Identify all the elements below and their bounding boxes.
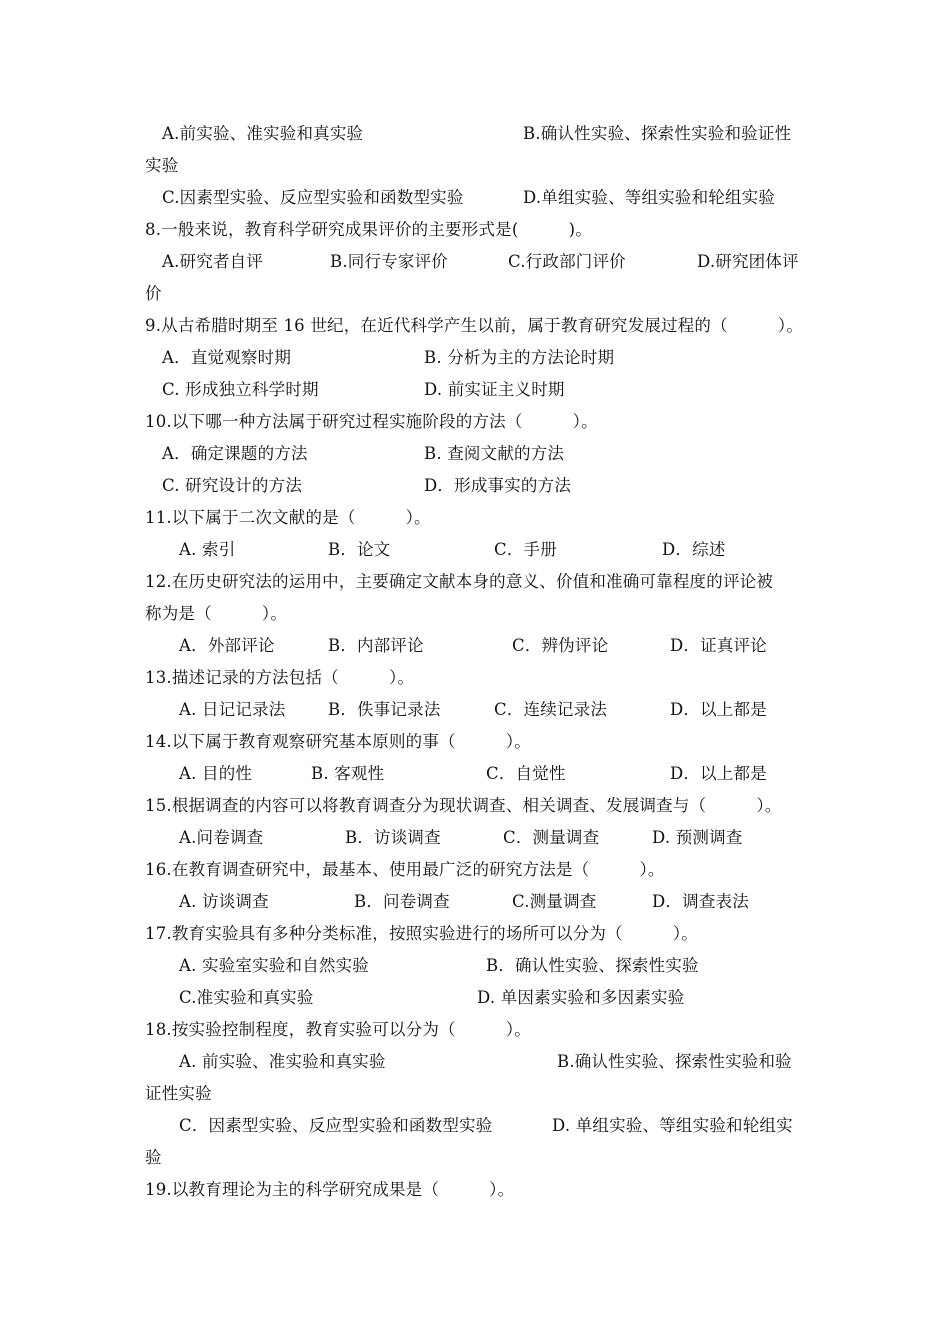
q8-option-b: B.同行专家评价 xyxy=(330,252,448,271)
q9-option-c: C. 形成独立科学时期 xyxy=(162,380,319,399)
q13-stem: 13.描述记录的方法包括（ ）。 xyxy=(145,668,415,687)
q8-option-d: D.研究团体评 xyxy=(697,252,799,271)
q11-option-b: B．论文 xyxy=(328,540,391,559)
q14-option-c: C．自觉性 xyxy=(486,764,566,783)
q17-option-b: B．确认性实验、探索性实验 xyxy=(486,956,699,975)
q12-option-c: C．辨伪评论 xyxy=(512,636,609,655)
q10-option-b: B. 查阅文献的方法 xyxy=(424,444,565,463)
q15-option-b: B．访谈调查 xyxy=(345,828,441,847)
q13-option-b: B．佚事记录法 xyxy=(328,700,441,719)
q12-stem: 12.在历史研究法的运用中，主要确定文献本身的意义、价值和准确可靠程度的评论被 xyxy=(145,572,774,591)
q17-stem: 17.教育实验具有多种分类标准，按照实验进行的场所可以分为（ ）。 xyxy=(145,924,698,943)
q15-option-c: C．测量调查 xyxy=(503,828,600,847)
q11-option-c: C．手册 xyxy=(494,540,557,559)
q15-stem: 15.根据调查的内容可以将教育调查分为现状调查、相关调查、发展调查与（ ）。 xyxy=(145,796,782,815)
q10-option-c: C. 研究设计的方法 xyxy=(162,476,303,495)
q18-option-d-wrap: 验 xyxy=(145,1148,162,1167)
q7-option-b-wrap: 实验 xyxy=(145,156,179,175)
q15-option-a: A.问卷调查 xyxy=(179,828,264,847)
q17-option-a: A. 实验室实验和自然实验 xyxy=(179,956,370,975)
q8-option-a: A.研究者自评 xyxy=(162,252,264,271)
q13-option-c: C．连续记录法 xyxy=(494,700,608,719)
q7-option-d: D.单组实验、等组实验和轮组实验 xyxy=(523,188,776,207)
q7-option-c: C.因素型实验、反应型实验和函数型实验 xyxy=(162,188,464,207)
q12-option-b: B．内部评论 xyxy=(328,636,424,655)
q8-stem: 8.一般来说，教育科学研究成果评价的主要形式是( )。 xyxy=(145,220,592,239)
q14-stem: 14.以下属于教育观察研究基本原则的事（ ）。 xyxy=(145,732,531,751)
q9-stem: 9.从古希腊时期至 16 世纪，在近代科学产生以前，属于教育研究发展过程的（ ）。 xyxy=(145,316,804,335)
q15-option-d: D. 预测调查 xyxy=(652,828,743,847)
q14-option-d: D．以上都是 xyxy=(670,764,767,783)
q11-option-a: A. 索引 xyxy=(179,540,236,559)
q10-stem: 10.以下哪一种方法属于研究过程实施阶段的方法（ ）。 xyxy=(145,412,598,431)
q13-option-d: D．以上都是 xyxy=(670,700,767,719)
q18-option-b-wrap: 证性实验 xyxy=(145,1084,212,1103)
q17-option-d: D. 单因素实验和多因素实验 xyxy=(477,988,685,1007)
q18-stem: 18.按实验控制程度，教育实验可以分为（ ）。 xyxy=(145,1020,531,1039)
q7-option-b: B.确认性实验、探索性实验和验证性 xyxy=(523,124,792,143)
q14-option-a: A. 目的性 xyxy=(179,764,253,783)
q16-option-d: D．调查表法 xyxy=(652,892,749,911)
q8-option-c: C.行政部门评价 xyxy=(508,252,626,271)
q8-option-d-wrap: 价 xyxy=(145,284,162,303)
q18-option-a: A. 前实验、准实验和真实验 xyxy=(179,1052,386,1071)
q16-option-a: A. 访谈调查 xyxy=(179,892,269,911)
q18-option-d: D. 单组实验、等组实验和轮组实 xyxy=(552,1116,793,1135)
q9-option-a: A．直觉观察时期 xyxy=(162,348,292,367)
q10-option-d: D．形成事实的方法 xyxy=(424,476,572,495)
q16-stem: 16.在教育调查研究中，最基本、使用最广泛的研究方法是（ ）。 xyxy=(145,860,665,879)
q11-stem: 11.以下属于二次文献的是（ ）。 xyxy=(145,508,431,527)
q18-option-b: B.确认性实验、探索性实验和验 xyxy=(557,1052,792,1071)
q16-option-c: C.测量调查 xyxy=(512,892,597,911)
q19-stem: 19.以教育理论为主的科学研究成果是（ ）。 xyxy=(145,1180,515,1199)
q14-option-b: B. 客观性 xyxy=(311,764,385,783)
q10-option-a: A．确定课题的方法 xyxy=(162,444,308,463)
q16-option-b: B．问卷调查 xyxy=(354,892,450,911)
q11-option-d: D．综述 xyxy=(662,540,726,559)
q7-option-a: A.前实验、准实验和真实验 xyxy=(162,124,364,143)
q12-option-a: A．外部评论 xyxy=(179,636,275,655)
q9-option-b: B. 分析为主的方法论时期 xyxy=(424,348,615,367)
q18-option-c: C．因素型实验、反应型实验和函数型实验 xyxy=(179,1116,493,1135)
q9-option-d: D. 前实证主义时期 xyxy=(424,380,565,399)
q12-option-d: D．证真评论 xyxy=(670,636,767,655)
q13-option-a: A. 日记记录法 xyxy=(179,700,286,719)
q12-stem-wrap: 称为是（ ）。 xyxy=(145,604,288,623)
q17-option-c: C.准实验和真实验 xyxy=(179,988,314,1007)
